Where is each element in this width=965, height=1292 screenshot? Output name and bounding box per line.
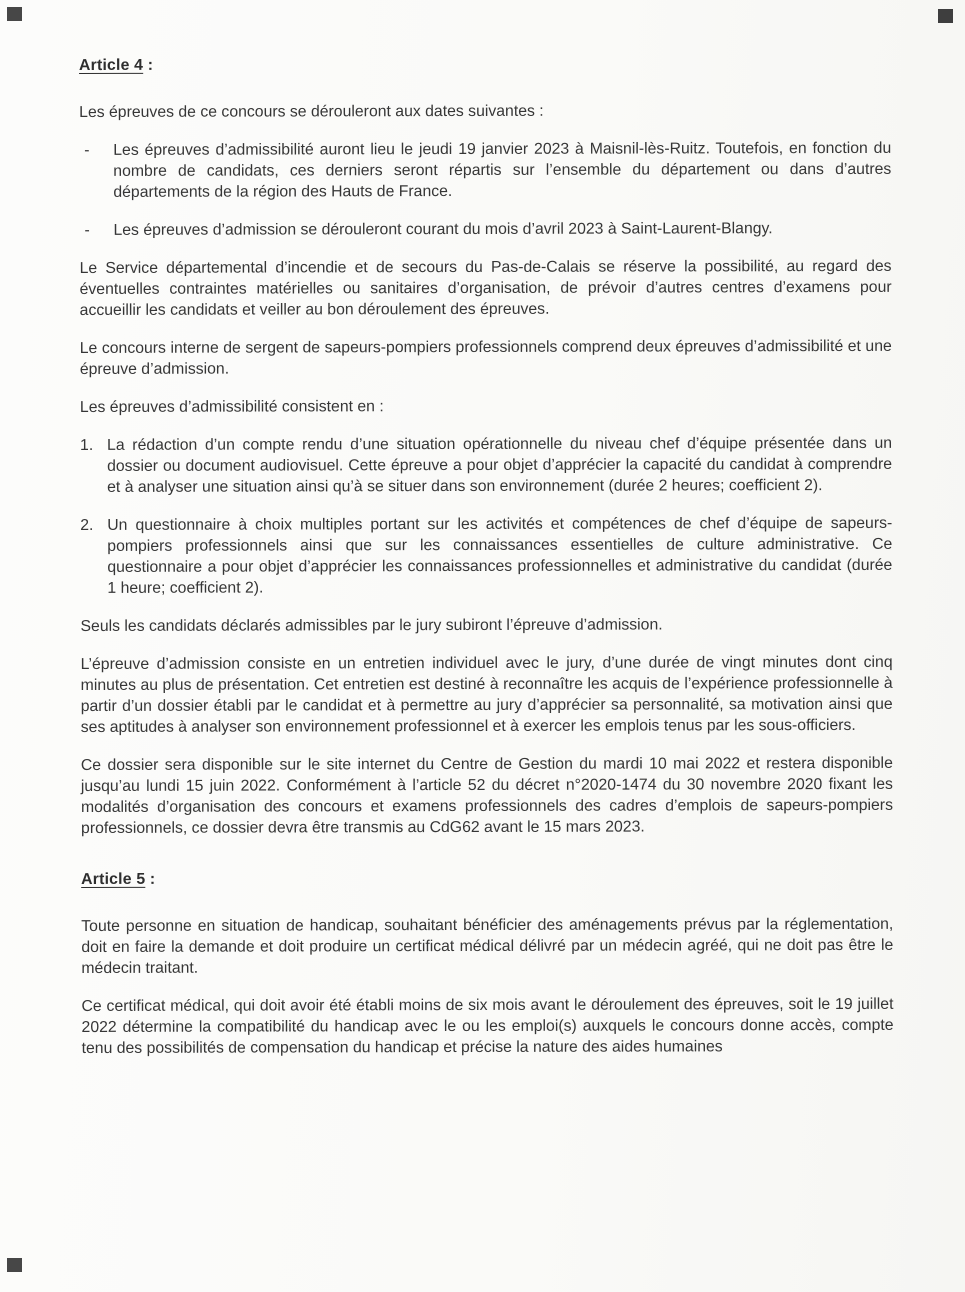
numbered-text-2: Un questionnaire à choix multiples portant sur les activités et compétences de chef d’équipe de sapeurs-pompiers professionnels ainsi que sur les connaissances essentielles de culture administrative. Ce questionnaire a pour objet d’apprécier les connaissances professionnelles et administrative du candidat (durée 1 heure; coefficient 2). — [107, 514, 893, 597]
paragraph-admissibilite-intro: Les épreuves d’admissibilité consistent en : — [79, 398, 384, 416]
bullet-text-admissibilite-date: Les épreuves d’admissibilité auront lieu le jeudi 19 janvier 2023 à Maisnil-lès-Ruitz. Toutefois, en fonction du nombre de candidats, ces derniers seront répartis sur l’ensemble du département ou dans d’autres départements de la région des Hauts de France. — [113, 139, 892, 201]
paragraph-seuls-candidats: Seuls les candidats déclarés admissibles par le jury subiront l’épreuve d’admission. — [80, 616, 663, 635]
paragraph-concours-interne: Le concours interne de sergent de sapeurs-pompiers professionnels comprend deux épreuves d’admissibilité et une épreuve d’admission. — [79, 337, 892, 378]
numbered-text-1: La rédaction d’un compte rendu d’une situation opérationnelle du niveau chef d’équipe présentée dans un dossier ou document audiovisuel. Cette épreuve a pour objet d’apprécier la capacité du candidat à comprendre et à analyser une situation ainsi qu’à se situer dans son environnement (durée 2 heures; coefficient 2). — [106, 434, 893, 496]
dash-marker: - — [84, 221, 90, 239]
paragraph-handicap: Toute personne en situation de handicap, souhaitant bénéficier des aménagements prévus par la réglementation, doit en faire la demande et doit produire un certificat médical délivré par un médecin agréé, qui ne doit pas être le médecin traitant. — [81, 915, 894, 977]
article-4-heading-text: Article 4 — [79, 56, 144, 74]
dash-marker: - — [84, 141, 90, 159]
scan-registration-mark-bottom-left — [7, 1258, 22, 1272]
bullet-text-admission-date: Les épreuves d’admission se dérouleront courant du mois d’avril 2023 à Saint-Laurent-Blangy. — [113, 220, 773, 239]
paragraph-certificat-medical: Ce certificat médical, qui doit avoir été établi moins de six mois avant le déroulement des épreuves, soit le 19 juillet 2022 détermine la compatibilité du handicap avec le ou les emploi(s) auxquels le concours donne accès, compte tenu des possibilités de compensation du handicap et précise la nature des aides humaines — [81, 995, 894, 1057]
scan-registration-mark-top-left — [7, 7, 22, 21]
article-5-heading — [81, 869, 893, 889]
bullet-item-admission-date — [79, 218, 891, 241]
number-marker-1: 1. — [79, 436, 94, 454]
article-4-heading-colon: : — [143, 56, 154, 74]
article-5-heading-text: Article 5 — [81, 870, 146, 888]
article-5-heading-colon: : — [145, 870, 156, 888]
paragraph-sdis-reserve: Le Service départemental d’incendie et de secours du Pas-de-Calais se réserve la possibilité, au regard des éventuelles contraintes matérielles ou sanitaires d’organisation, de prévoir d’autres centres d’examens pour accueillir les candidats et veiller au bon déroulement des épreuves. — [79, 257, 892, 319]
paragraph-dossier-disponible: Ce dossier sera disponible sur le site internet du Centre de Gestion du mardi 10 mai 2022 et restera disponible jusqu’au lundi 15 juin 2022. Conformément à l’article 52 du décret n°2020-1474 du 30 novembre 2020 fixant les modalités d’organisation des concours et examens professionnels des cadres d’emplois de sapeurs-pompiers professionnels, ce dossier devra être transmis au CdG62 avant le 15 mars 2023. — [80, 754, 893, 837]
document-content — [79, 55, 894, 1076]
bullet-item-admissibilite-date — [79, 138, 891, 203]
paragraph-dates-intro: Les épreuves de ce concours se dérouleront aux dates suivantes : — [79, 102, 544, 121]
scan-registration-mark-top-right — [938, 9, 953, 23]
numbered-item-1 — [80, 433, 892, 498]
article-4-heading — [79, 55, 891, 75]
paragraph-epreuve-admission: L’épreuve d’admission consiste en un entretien individuel avec le jury, d’une durée de vingt minutes dont cinq minutes au plus de présentation. Cet entretien est destiné à reconnaître les acquis de l’expérience professionnelle à partir d’un dossier établi par le candidat et à permettre au jury d’apprécier sa personnalité, sa motivation ainsi que ses aptitudes à analyser son environnement professionnel et à exercer les emplois tenus par les sous-officiers. — [80, 653, 893, 736]
number-marker-2: 2. — [80, 516, 94, 534]
numbered-item-2 — [80, 513, 892, 599]
